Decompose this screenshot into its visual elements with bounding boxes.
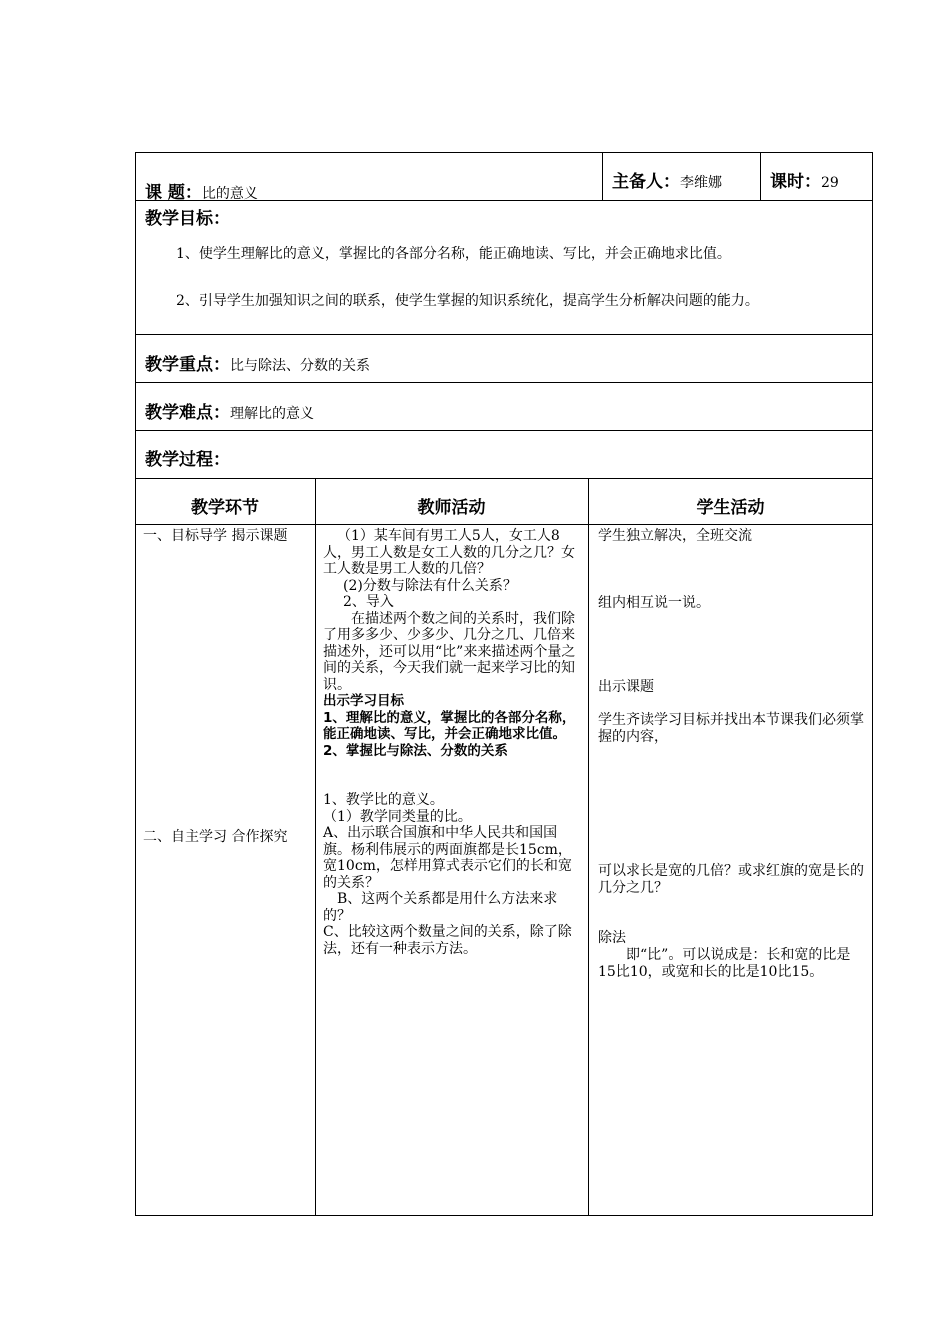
key-point-row xyxy=(145,350,370,375)
teacher-step-a: A、出示联合国旗和中华人民共和国国旗。杨利伟展示的两面旗都是长15cm，宽10cm，怎样用算式表示它们的长和宽的关系？ xyxy=(323,825,572,891)
period-row xyxy=(770,167,839,192)
objective-item: 1、使学生理解比的意义，掌握比的各部分名称，能正确地读、写比，并会正确地求比值。 xyxy=(176,246,731,262)
header-stage: 教学环节 xyxy=(191,498,259,518)
process-label: 教学过程： xyxy=(145,450,230,470)
student-activity-1: 学生独立解决，全班交流 xyxy=(598,528,752,544)
row-divider xyxy=(135,524,873,525)
key-point-label: 教学重点： xyxy=(145,355,230,375)
column-divider xyxy=(315,478,316,1216)
difficulty-label: 教学难点： xyxy=(145,403,230,423)
topic-row xyxy=(145,178,258,203)
student-activity-3: 出示课题 xyxy=(598,679,654,695)
student-activity-5: 可以求长是宽的几倍？或求红旗的宽是长的几分之几？ xyxy=(598,863,864,896)
column-divider xyxy=(760,152,761,200)
teacher-intro-text: 在描述两个数之间的关系时，我们除了用多多少、少多少、几分之几、几倍来描述外，还可以用“比”来来描述两个量之间的关系，今天我们就一起来学习比的知识。 xyxy=(323,610,576,693)
student-activity-7: 即“比”。可以说成是：长和宽的比是15比10，或宽和长的比是10比15。 xyxy=(598,947,851,980)
column-divider xyxy=(588,478,589,1216)
objectives-label: 教学目标： xyxy=(145,209,230,229)
teacher-goal-1: 1、理解比的意义，掌握比的各部分名称，能正确地读、写比，并会正确地求比值。 xyxy=(323,709,576,742)
teacher-subheading: （1）教学同类量的比。 xyxy=(323,808,472,825)
objective-item: 2、引导学生加强知识之间的联系，使学生掌握的知识系统化，提高学生分析解决问题的能力。 xyxy=(176,293,759,309)
topic-label: 课 题： xyxy=(145,183,202,203)
topic-value: 比的意义 xyxy=(201,186,258,202)
teacher-section-heading: 1、教学比的意义。 xyxy=(323,792,444,808)
column-divider xyxy=(602,152,603,200)
stage-1: 一、目标导学 揭示课题 xyxy=(143,528,288,544)
row-divider xyxy=(135,478,873,479)
row-divider xyxy=(135,334,873,335)
teacher-step-b: B、这两个关系都是用什么方法来求的？ xyxy=(323,891,558,924)
period-label: 课时： xyxy=(770,172,821,192)
period-value: 29 xyxy=(821,175,839,191)
difficulty-row xyxy=(145,398,314,423)
teacher-step-c: C、比较这两个数量之间的关系，除了除法，还有一种表示方法。 xyxy=(323,924,572,957)
preparer-value: 李维娜 xyxy=(680,175,722,191)
stage-2: 二、自主学习 合作探究 xyxy=(143,829,288,845)
student-activity-2: 组内相互说一说。 xyxy=(598,595,710,611)
teacher-goal-2: 2、掌握比与除法、分数的关系 xyxy=(323,742,508,759)
teacher-intro-heading: 2、导入 xyxy=(343,594,394,610)
row-divider xyxy=(135,382,873,383)
preparer-row xyxy=(612,167,722,192)
difficulty-value: 理解比的意义 xyxy=(230,406,314,422)
student-activity-4: 学生齐读学习目标并找出本节课我们必须掌握的内容， xyxy=(598,712,864,745)
preparer-label: 主备人： xyxy=(612,172,680,192)
teacher-goals-heading: 出示学习目标 xyxy=(323,693,404,709)
header-teacher: 教师活动 xyxy=(417,498,486,518)
header-student: 学生活动 xyxy=(696,498,765,518)
student-activity-6: 除法 xyxy=(598,930,626,946)
teacher-activity xyxy=(323,528,581,957)
teacher-question-2: (2)分数与除法有什么关系？ xyxy=(343,577,517,594)
row-divider xyxy=(135,430,873,431)
key-point-value: 比与除法、分数的关系 xyxy=(230,358,370,374)
teacher-question-1: （1）某车间有男工人5人，女工人8人，男工人数是女工人数的几分之几？女工人数是男工人数的几倍？ xyxy=(323,528,575,577)
